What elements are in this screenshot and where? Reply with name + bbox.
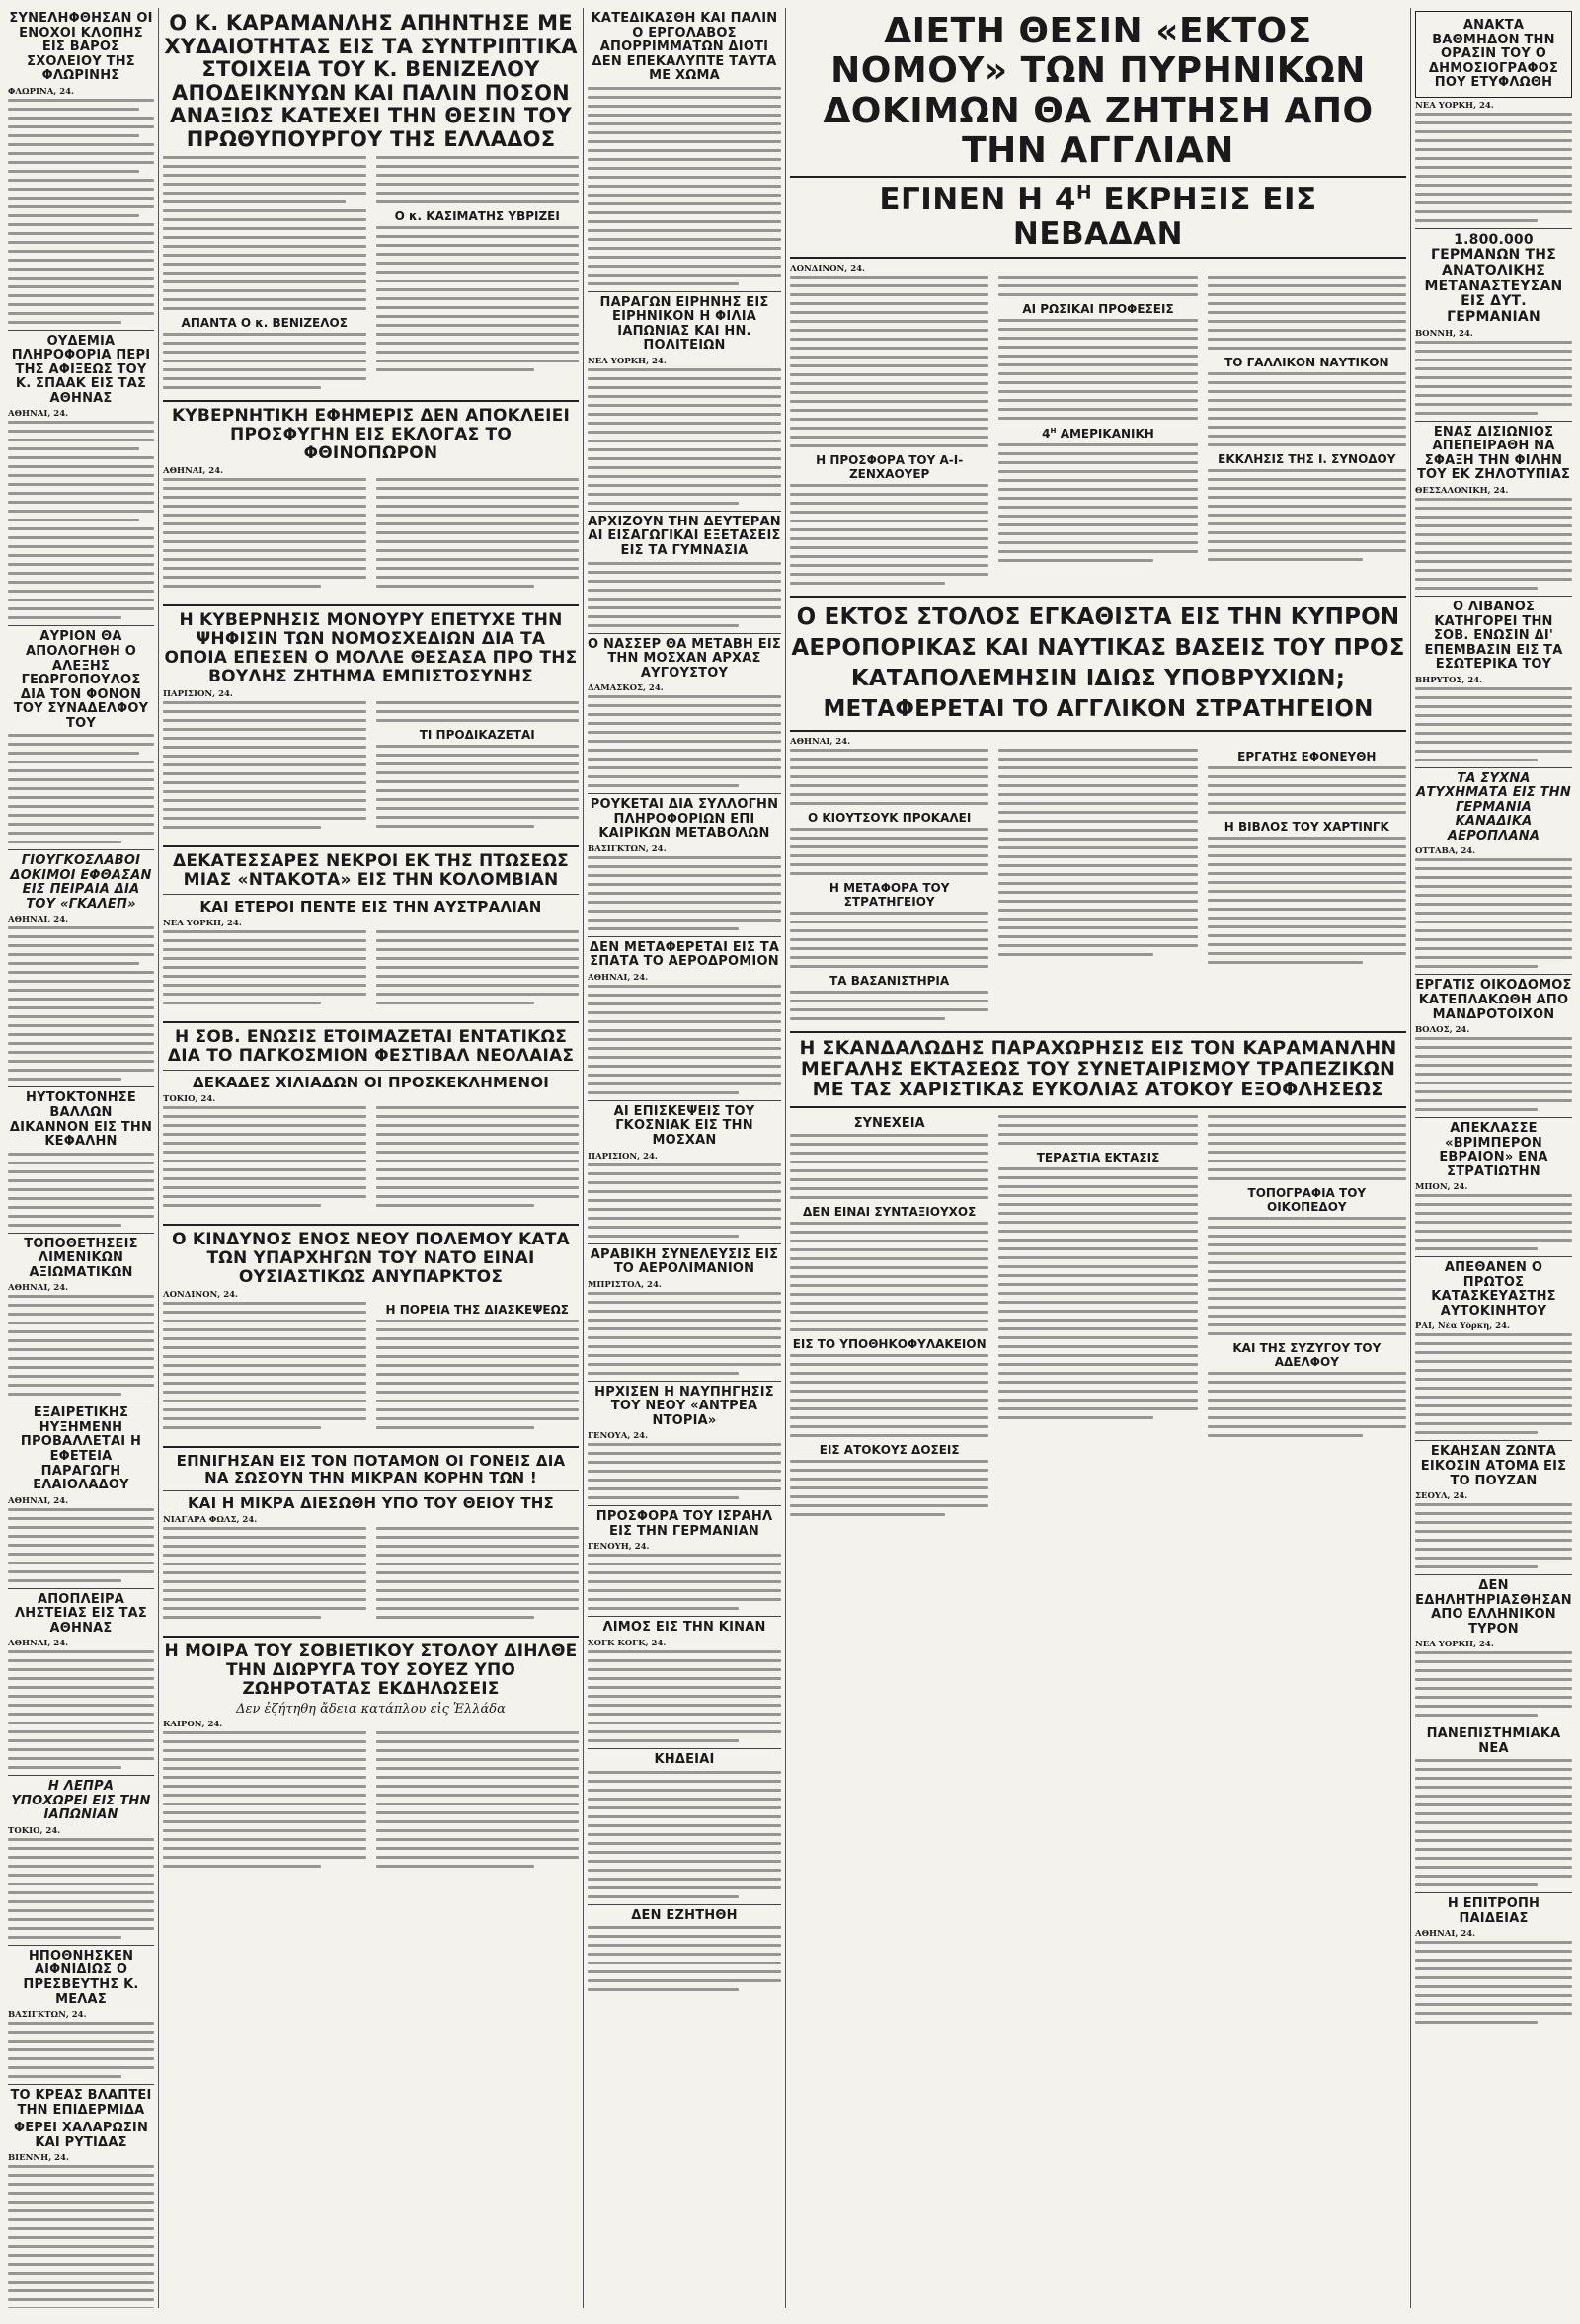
article xyxy=(1415,426,1572,590)
headline: ΣΥΝΕΛΗΦΘΗΣΑΝ ΟΙ ΕΝΟΧΟΙ ΚΛΟΠΗΣ ΕΙΣ ΒΑΡΟΣ ΣΧΟΛΕΙΟΥ ΤΗΣ ΦΛΩΡΙΝΗΣ xyxy=(9,11,153,84)
article-body xyxy=(8,1650,154,1769)
headline: Η ΛΕΠΡΑ ΥΠΟΧΩΡΕΙ ΕΙΣ ΤΗΝ ΙΑΠΩΝΙΑΝ xyxy=(11,1779,151,1823)
article xyxy=(8,2089,154,2308)
dateline: ΑΘΗΝΑΙ, 24. xyxy=(8,409,69,420)
dateline: ΒΑΣΙΓΚΤΩΝ, 24. xyxy=(8,2010,87,2021)
article-body xyxy=(588,1926,781,1991)
subheading: Η ΜΕΤΑΦΟΡΑ ΤΟΥ ΣΤΡΑΤΗΓΕΙΟΥ xyxy=(829,880,950,909)
headline: ΕΡΓΑΤΙΣ ΟΙΚΟΔΟΜΟΣ ΚΑΤΕΠΛΑΚΩΘΗ ΑΠΟ ΜΑΝΔΡΟΤΟΙΧΟΝ xyxy=(1415,978,1572,1022)
article xyxy=(163,407,579,600)
dateline: ΘΕΣΣΑΛΟΝΙΚΗ, 24. xyxy=(1415,485,1509,496)
headline: ΑΥΡΙΟΝ ΘΑ ΑΠΟΛΟΓΗΘΗ Ο ΑΛΕΞΗΣ ΓΕΩΡΓΟΠΟΥΛΟΣ ΔΙΑ ΤΟΝ ΦΟΝΟΝ ΤΟΥ ΣΥΝΑΔΕΛΦΟΥ ΤΟΥ xyxy=(13,629,149,731)
article-body xyxy=(588,562,781,627)
article-body xyxy=(8,734,154,843)
headline: ΓΙΟΥΓΚΟΣΛΑΒΟΙ ΔΟΚΙΜΟΙ ΕΦΘΑΣΑΝ ΕΙΣ ΠΕΙΡΑΙΑ ΔΙΑ ΤΟΥ «ΓΚΑΛΕΠ» xyxy=(10,853,152,912)
article-body xyxy=(1415,113,1572,222)
column-rule xyxy=(1410,8,1411,2308)
article xyxy=(1415,1445,1572,1568)
article-body xyxy=(8,2022,154,2078)
article-body xyxy=(790,747,1406,1026)
headline: ΔΕΝ ΜΕΤΑΦΕΡΕΤΑΙ ΕΙΣ ΤΑ ΣΠΑΤΑ ΤΟ ΑΕΡΟΔΡΟΜΙΟΝ xyxy=(589,939,780,970)
subheadline: ΔΕΚΑΔΕΣ ΧΙΛΙΑΔΩΝ ΟΙ ΠΡΟΣΚΕΚΛΗΜΕΝΟΙ xyxy=(192,1074,550,1092)
subheadline: ΚΑΙ Η ΜΙΚΡΑ ΔΙΕΣΩΘΗ ΥΠΟ ΤΟΥ ΘΕΙΟΥ ΤΗΣ xyxy=(187,1493,555,1512)
article xyxy=(588,1386,781,1500)
headline: ΗΥΤΟΚΤΟΝΗΣΕ ΒΑΛΛΩΝ ΔΙΚΑΝΝΟΝ ΕΙΣ ΤΗΝ ΚΕΦΑΛΗΝ xyxy=(9,1090,153,1150)
dateline: ΡΑΙ, Νέα Υόρκη, 24. xyxy=(1415,1322,1510,1332)
headline: Ο ΚΙΝΔΥΝΟΣ ΕΝΟΣ ΝΕΟΥ ΠΟΛΕΜΟΥ ΚΑΤΑ ΤΩΝ ΥΠΑΡΧΗΓΩΝ ΤΟΥ ΝΑΤΟ ΕΙΝΑΙ ΟΥΣΙΑΣΤΙΚΩΣ ΑΝΥΠΑΡΚΤΟΣ xyxy=(172,1230,570,1288)
dateline: ΦΛΩΡΙΝΑ, 24. xyxy=(8,86,75,97)
headline: ΗΠΟΘΝΗΣΚΕΝ ΑΙΦΝΙΔΙΩΣ Ο ΠΡΕΣΒΕΥΤΗΣ Κ. ΜΕΛΑΣ xyxy=(23,1948,139,2007)
dateline: ΑΘΗΝΑΙ, 24. xyxy=(8,915,69,925)
headline: ΑΠΕΘΑΝΕΝ Ο ΠΡΩΤΟΣ ΚΑΤΑΣΚΕΥΑΣΤΗΣ ΑΥΤΟΚΙΝΗΤΟΥ xyxy=(1431,1260,1556,1319)
headline: Ο ΕΚΤΟΣ ΣΤΟΛΟΣ ΕΓΚΑΘΙΣΤΑ ΕΙΣ ΤΗΝ ΚΥΠΡΟΝ ΑΕΡΟΠΟΡΙΚΑΣ ΚΑΙ ΝΑΥΤΙΚΑΣ ΒΑΣΕΙΣ ΤΟΥ ΠΡΟΣ ΚΑΤΑΠΟΛΕΜΗΣΙΝ ΙΔΙΩΣ ΥΠΟΒΡΥΧΙΩΝ; ΜΕΤΑΦΕΡΕΤΑΙ ΤΟ ΑΓΓΛΙΚΟΝ ΣΤΡΑΤΗΓΕΙΟΝ xyxy=(791,603,1405,722)
subheading: ΕΚΚΛΗΣΙΣ ΤΗΣ Ι. ΣΥΝΟΔΟΥ xyxy=(1218,451,1396,466)
article-body xyxy=(588,1292,781,1375)
dateline: ΧΟΓΚ ΚΟΓΚ, 24. xyxy=(588,1638,667,1648)
dateline: ΓΕΝΟΥΑ, 24. xyxy=(588,1431,649,1442)
article xyxy=(1415,601,1572,761)
article xyxy=(1415,1579,1572,1717)
dateline: ΛΟΝΔΙΝΟΝ, 24. xyxy=(163,1290,238,1301)
headline: ΡΟΥΚΕΤΑΙ ΔΙΑ ΣΥΛΛΟΓΗΝ ΠΛΗΡΟΦΟΡΙΩΝ ΕΠΙ ΚΑΙΡΙΚΩΝ ΜΕΤΑΒΟΛΩΝ xyxy=(590,797,779,841)
headline: ΔΕΝ ΕΖΗΤΗΘΗ xyxy=(631,1907,738,1923)
article-body xyxy=(588,1650,781,1742)
article-body xyxy=(588,368,781,505)
article-body xyxy=(1415,858,1572,968)
headline: Η ΚΥΒΕΡΝΗΣΙΣ ΜΟΝΟΥΡΥ ΕΠΕΤΥΧΕ ΤΗΝ ΨΗΦΙΣΙΝ ΤΩΝ ΝΟΜΟΣΧΕΔΙΩΝ ΔΙΑ ΤΑ ΟΠΟΙΑ ΕΠΕΣΕΝ Ο ΜΟΛΛΕ ΘΕΣΑΣΑ ΠΡΟ ΤΗΣ ΒΟΥΛΗΣ ΖΗΤΗΜΑ ΕΜΠΙΣΤΟΣΥΝΗΣ xyxy=(164,610,578,687)
headline: ΦΕΡΕΙ ΧΑΛΑΡΩΣΙΝ ΚΑΙ ΡΥΤΙΔΑΣ xyxy=(13,2121,149,2150)
headline: ΤΟ ΚΡΕΑΣ ΒΛΑΠΤΕΙ ΤΗΝ ΕΠΙΔΕΡΜΙΔΑ xyxy=(10,2088,152,2118)
article-body xyxy=(163,1300,579,1441)
article xyxy=(163,1643,579,1880)
subheadline: Δεν ἐζήτηθη ἄδεια κατάπλου εἰς Ἑλλάδα xyxy=(236,1701,506,1717)
article-body xyxy=(163,1104,579,1219)
subheading: ΤΟΠΟΓΡΑΦΙΑ ΤΟΥ ΟΙΚΟΠΕΔΟΥ xyxy=(1247,1185,1367,1214)
article xyxy=(1415,11,1572,98)
article xyxy=(8,630,154,843)
article xyxy=(8,1593,154,1770)
dateline: ΑΘΗΝΑΙ, 24. xyxy=(790,736,851,747)
article xyxy=(588,1621,781,1742)
dateline: ΝΕΑ ΥΟΡΚΗ, 24. xyxy=(163,919,242,929)
dateline: ΚΑΙΡΟΝ, 24. xyxy=(163,1719,223,1729)
article-body xyxy=(1415,341,1572,415)
dateline: ΠΑΡΙΣΙΟΝ, 24. xyxy=(163,689,233,700)
headline: Ο ΝΑΣΣΕΡ ΘΑ ΜΕΤΑΒΗ ΕΙΣ ΤΗΝ ΜΟΣΧΑΝ ΑΡΧΑΣ ΑΥΓΟΥΣΤΟΥ xyxy=(588,636,781,681)
article xyxy=(8,1091,154,1226)
article-body xyxy=(8,1838,154,1939)
headline: ΗΡΧΙΣΕΝ Η ΝΑΥΠΗΓΗΣΙΣ ΤΟΥ ΝΕΟΥ «ΑΝΤΡΕΑ ΝΤΟΡΙΑ» xyxy=(594,1384,774,1428)
dateline: ΑΘΗΝΑΙ, 24. xyxy=(8,1639,69,1649)
headline: ΚΥΒΕΡΝΗΤΙΚΗ ΕΦΗΜΕΡΙΣ ΔΕΝ ΑΠΟΚΛΕΙΕΙ ΠΡΟΣΦΥΓΗΝ ΕΙΣ ΕΚΛΟΓΑΣ ΤΟ ΦΘΙΝΟΠΩΡΟΝ xyxy=(171,406,571,464)
dateline: ΒΟΛΟΣ, 24. xyxy=(1415,1025,1470,1036)
article-body xyxy=(163,476,579,600)
article-body xyxy=(1415,1759,1572,1886)
dateline: ΒΙΕΝΝΗ, 24. xyxy=(8,2153,69,2164)
subheading: ΤΕΡΑΣΤΙΑ ΕΚΤΑΣΙΣ xyxy=(1036,1150,1160,1164)
dateline: ΝΕΑ ΥΟΡΚΗ, 24. xyxy=(1415,1640,1494,1650)
article-body xyxy=(588,87,781,285)
article-body xyxy=(1415,1651,1572,1717)
headline: ΔΙΕΤΗ ΘΕΣΙΝ «ΕΚΤΟΣ ΝΟΜΟΥ» ΤΩΝ ΠΥΡΗΝΙΚΩΝ ΔΟΚΙΜΩΝ ΘΑ ΖΗΤΗΣΗ ΑΠΟ ΤΗΝ ΑΓΓΛΙΑΝ xyxy=(823,11,1374,171)
article xyxy=(8,335,154,620)
article xyxy=(588,516,781,627)
subheading: $4^H$ ΑΜΕΡΙΚΑΝΙΚΗ xyxy=(1042,425,1154,441)
dateline: ΒΑΣΙΓΚΤΩΝ, 24. xyxy=(588,843,667,854)
dateline: ΝΕΑ ΥΟΡΚΗ, 24. xyxy=(1415,100,1494,111)
article-body xyxy=(163,154,579,395)
dateline: ΔΑΜΑΣΚΟΣ, 24. xyxy=(588,683,664,694)
article-body xyxy=(588,856,781,930)
article xyxy=(588,941,781,1094)
subheading: ΔΕΝ ΕΙΝΑΙ ΣΥΝΤΑΞΙΟΥΧΟΣ xyxy=(802,1204,977,1219)
article xyxy=(1415,233,1572,415)
article-body xyxy=(588,1771,781,1898)
article xyxy=(588,1105,781,1238)
article-body xyxy=(8,926,154,1081)
article xyxy=(163,1231,579,1441)
article xyxy=(588,12,781,285)
headline: ΕΞΑΙΡΕΤΙΚΗΣ ΗΥΞΗΜΕΝΗ ΠΡΟΒΑΛΛΕΤΑΙ Η ΕΦΕΤΕΙΑ ΠΑΡΑΓΩΓΗ ΕΛΑΙΟΛΑΔΟΥ xyxy=(20,1405,142,1493)
headline: Η ΣΟΒ. ΕΝΩΣΙΣ ΕΤΟΙΜΑΖΕΤΑΙ ΕΝΤΑΤΙΚΩΣ ΔΙΑ ΤΟ ΠΑΓΚΟΣΜΙΟΝ ΦΕΣΤΙΒΑΛ ΝΕΟΛΑΙΑΣ xyxy=(167,1027,575,1067)
article-body xyxy=(1415,1503,1572,1568)
column-rule xyxy=(785,8,786,2308)
article xyxy=(163,852,579,1016)
article-body xyxy=(1415,498,1572,590)
subheading: Ο κ. ΚΑΣΙΜΑΤΗΣ ΥΒΡΙΖΕΙ xyxy=(394,209,560,224)
dateline: ΝΕΑ ΥΟΡΚΗ, 24. xyxy=(588,356,667,366)
subheading: ΚΑΙ ΤΗΣ ΣΥΖΥΓΟΥ ΤΟΥ ΑΔΕΛΦΟΥ xyxy=(1232,1340,1382,1369)
dateline: ΤΟΚΙΟ, 24. xyxy=(163,1094,216,1105)
article xyxy=(8,12,154,324)
subheading: ΤΟ ΓΑΛΛΙΚΟΝ ΝΑΥΤΙΚΟΝ xyxy=(1224,355,1389,369)
article-body xyxy=(8,1508,154,1582)
article-body xyxy=(588,695,781,787)
article-body xyxy=(8,1153,154,1227)
article-body xyxy=(8,99,154,324)
article-body xyxy=(163,699,579,841)
article-body xyxy=(790,1113,1406,1522)
article xyxy=(8,1950,154,2078)
headline: ΟΥΔΕΜΙΑ ΠΛΗΡΟΦΟΡΙΑ ΠΕΡΙ ΤΗΣ ΑΦΙΞΕΩΣ ΤΟΥ Κ. ΣΠΑΑΚ ΕΙΣ ΤΑΣ ΑΘΗΝΑΣ xyxy=(11,333,151,406)
subheading: ΣΥΝΕΧΕΙΑ xyxy=(853,1115,925,1131)
article-body xyxy=(1415,1333,1572,1434)
dateline: ΑΘΗΝΑΙ, 24. xyxy=(1415,1929,1476,1940)
article-scandal xyxy=(790,1038,1406,1522)
article xyxy=(588,1510,781,1610)
headline: ΛΙΜΟΣ ΕΙΣ ΤΗΝ ΚΙΝΑΝ xyxy=(602,1620,766,1636)
article-body xyxy=(1415,687,1572,761)
article-body xyxy=(790,274,1406,591)
dateline: ΒΗΡΥΤΟΣ, 24. xyxy=(1415,675,1483,685)
headline: ΔΕΚΑΤΕΣΣΑΡΕΣ ΝΕΚΡΟΙ ΕΚ ΤΗΣ ΠΤΩΣΕΩΣ ΜΙΑΣ «ΝΤΑΚΟΤΑ» ΕΙΣ ΤΗΝ ΚΟΛΟΜΒΙΑΝ xyxy=(173,851,569,891)
article-cyprus xyxy=(790,602,1406,1026)
headline: ΤΑ ΣΥΧΝΑ ΑΤΥΧΗΜΑΤΑ ΕΙΣ ΤΗΝ ΓΕΡΜΑΝΙΑ ΚΑΝΑΔΙΚΑ ΑΕΡΟΠΛΑΝΑ xyxy=(1416,770,1571,843)
article-body xyxy=(8,1295,154,1396)
dateline: ΑΘΗΝΑΙ, 24. xyxy=(163,466,224,477)
article xyxy=(588,1753,781,1898)
dateline: ΑΘΗΝΑΙ, 24. xyxy=(8,1283,69,1294)
column-6 xyxy=(1415,8,1572,2308)
article-body xyxy=(163,928,579,1016)
article xyxy=(8,1780,154,1939)
headline: ΚΗΔΕΙΑΙ xyxy=(654,1751,715,1767)
headline: Ο ΛΙΒΑΝΟΣ ΚΑΤΗΓΟΡΕΙ ΤΗΝ ΣΟΒ. ΕΝΩΣΙΝ ΔΙ' ΕΠΕΜΒΑΣΙΝ ΕΙΣ ΤΑ ΕΣΩΤΕΡΙΚΑ ΤΟΥ xyxy=(1424,599,1563,673)
article xyxy=(8,854,154,1081)
article xyxy=(588,1909,781,1992)
article xyxy=(1415,1261,1572,1434)
article xyxy=(1415,772,1572,969)
article-body xyxy=(163,1525,579,1631)
dateline: ΜΠΡΙΣΤΟΛ, 24. xyxy=(588,1279,662,1290)
article-nuclear xyxy=(790,12,1406,591)
dateline: ΓΕΝΟΥΗ, 24. xyxy=(588,1542,650,1553)
headline: ΕΓΙΝΕΝ Η $4^H$ ΕΚΡΗΞΙΣ ΕΙΣ ΝΕΒΑΔΑΝ xyxy=(879,182,1317,252)
headline: ΚΑΤΕΔΙΚΑΣΘΗ ΚΑΙ ΠΑΛΙΝ Ο ΕΡΓΟΛΑΒΟΣ ΑΠΟΡΡΙΜΜΑΤΩΝ ΔΙΟΤΙ ΔΕΝ ΕΠΕΚΑΛΥΠΤΕ ΤΑΥΤΑ ΜΕ ΧΩΜΑ xyxy=(591,11,778,84)
article xyxy=(8,1406,154,1581)
article-body xyxy=(588,985,781,1094)
column-1 xyxy=(8,8,154,2308)
article xyxy=(163,1028,579,1219)
subheading: Η ΠΡΟΣΦΟΡΑ ΤΟΥ Α-Ι-ΖΕΝΧΑΟΥΕΡ xyxy=(816,452,964,481)
subheading: ΑΠΑΝΤΑ Ο κ. ΒΕΝΙΖΕΛΟΣ xyxy=(181,316,348,331)
article xyxy=(1415,1897,1572,2024)
headline: 1.800.000 ΓΕΡΜΑΝΩΝ ΤΗΣ ΑΝΑΤΟΛΙΚΗΣ ΜΕΤΑΝΑΣΤΕΥΣΑΝ ΕΙΣ ΔΥΤ. ΓΕΡΜΑΝΙΑΝ xyxy=(1424,231,1563,326)
dateline: ΣΕΟΥΛ, 24. xyxy=(1415,1491,1468,1502)
column-rule xyxy=(583,8,584,2308)
headline: ΤΟΠΟΘΕΤΗΣΕΙΣ ΛΙΜΕΝΙΚΩΝ ΑΞΙΩΜΑΤΙΚΩΝ xyxy=(24,1236,138,1280)
article xyxy=(163,1453,579,1630)
dateline: ΝΙΑΓΑΡΑ ΦΩΛΣ, 24. xyxy=(163,1514,258,1525)
subheadline: ΚΑΙ ΕΤΕΡΟΙ ΠΕΝΤΕ ΕΙΣ ΤΗΝ ΑΥΣΤΡΑΛΙΑΝ xyxy=(199,898,542,917)
dateline: ΜΠΟΝ, 24. xyxy=(1415,1182,1468,1193)
article xyxy=(1415,979,1572,1111)
article xyxy=(163,12,579,395)
headline: Η ΣΚΑΝΔΑΛΩΔΗΣ ΠΑΡΑΧΩΡΗΣΙΣ ΕΙΣ ΤΟΝ ΚΑΡΑΜΑΝΛΗΝ ΜΕΓΑΛΗΣ ΕΚΤΑΣΕΩΣ ΤΟΥ ΣΥΝΕΤΑΙΡΙΣΜΟΥ ΤΡΑΠΕΖΙΚΩΝ ΜΕ ΤΑΣ ΧΑΡΙΣΤΙΚΑΣ ΕΥΚΟΛΙΑΣ ΑΤΟΚΟΥ ΕΞΟΦΛΗΣΕΩΣ xyxy=(799,1036,1397,1101)
article-body xyxy=(1415,1194,1572,1250)
headline: Ο Κ. ΚΑΡΑΜΑΝΛΗΣ ΑΠΗΝΤΗΣΕ ΜΕ ΧΥΔΑΙΟΤΗΤΑΣ ΕΙΣ ΤΑ ΣΥΝΤΡΙΠΤΙΚΑ ΣΤΟΙΧΕΙΑ ΤΟΥ Κ. ΒΕΝΙΖΕΛΟΥ ΑΠΟΔΕΙΚΝΥΩΝ ΚΑΙ ΠΑΛΙΝ ΠΟΣΟΝ ΑΝΑΞΙΩΣ ΚΑΤΕΧΕΙ ΤΗΝ ΘΕΣΙΝ ΤΟΥ ΠΡΩΘΥΠΟΥΡΓΟΥ ΤΗΣ ΕΛΛΑΔΟΣ xyxy=(164,11,578,151)
subheading: ΕΡΓΑΤΗΣ ΕΦΟΝΕΥΘΗ xyxy=(1237,749,1377,763)
article xyxy=(8,1238,154,1397)
article-body xyxy=(8,421,154,619)
dateline: ΑΘΗΝΑΙ, 24. xyxy=(588,972,649,983)
subheading: ΕΙΣ ΤΟ ΥΠΟΘΗΚΟΦΥΛΑΚΕΙΟΝ xyxy=(792,1336,987,1351)
headline: ΑΠΟΠΛΕΙΡΑ ΛΗΣΤΕΙΑΣ ΕΙΣ ΤΑΣ ΑΘΗΝΑΣ xyxy=(14,1591,147,1636)
headline: ΑΠΕΚΛΑΣΣΕ «ΒΡΙΜΠΕΡΟΝ ΕΒΡΑΙΟΝ» ΕΝΑ ΣΤΡΑΤΙΩΤΗΝ xyxy=(1439,1121,1548,1179)
article xyxy=(588,638,781,788)
subheading: Ο ΚΙΟΥΤΣΟΥΚ ΠΡΟΚΑΛΕΙ xyxy=(807,810,972,825)
newspaper-page xyxy=(8,8,1572,2308)
article xyxy=(588,296,781,505)
headline: ΑΙ ΕΠΙΣΚΕΨΕΙΣ ΤΟΥ ΓΚΟΣΝΙΑΚ ΕΙΣ ΤΗΝ ΜΟΣΧΑΝ xyxy=(613,1103,755,1149)
article xyxy=(1415,1122,1572,1250)
headline: ΔΕΝ ΕΔΗΛΗΤΗΡΙΑΣΘΗΣΑΝ ΑΠΟ ΕΛΛΗΝΙΚΟΝ ΤΥΡΟΝ xyxy=(1415,1578,1572,1637)
article-body xyxy=(1415,1037,1572,1111)
column-rule xyxy=(158,8,159,2308)
subheading: Η ΠΟΡΕΙΑ ΤΗΣ ΔΙΑΣΚΕΨΕΩΣ xyxy=(385,1303,569,1318)
dateline: ΑΘΗΝΑΙ, 24. xyxy=(8,1495,69,1506)
article xyxy=(1415,1727,1572,1886)
dateline: ΒΟΝΝΗ, 24. xyxy=(1415,328,1473,339)
headline: ΕΝΑΣ ΔΙΣΙΩΝΙΟΣ ΑΠΕΠΕΙΡΑΘΗ ΝΑ ΣΦΑΞΗ ΤΗΝ ΦΙΛΗΝ ΤΟΥ ΕΚ ΖΗΛΟΤΥΠΙΑΣ xyxy=(1416,424,1571,483)
subheading: ΕΙΣ ΑΤΟΚΟΥΣ ΔΟΣΕΙΣ xyxy=(819,1442,960,1457)
article xyxy=(588,798,781,930)
headline: ΕΠΝΙΓΗΣΑΝ ΕΙΣ ΤΟΝ ΠΟΤΑΜΟΝ ΟΙ ΓΟΝΕΙΣ ΔΙΑ ΝΑ ΣΩΣΟΥΝ ΤΗΝ ΜΙΚΡΑΝ ΚΟΡΗΝ ΤΩΝ ! xyxy=(176,1452,566,1486)
dateline: ΛΟΝΔΙΝΟΝ, 24. xyxy=(790,263,865,274)
article-body xyxy=(588,1443,781,1499)
dateline: ΠΑΡΙΣΙΟΝ, 24. xyxy=(588,1151,658,1162)
article xyxy=(163,611,579,841)
subheading: ΑΙ ΡΩΣΙΚΑΙ ΠΡΟΦΕΣΕΙΣ xyxy=(1022,301,1174,316)
subheading: ΤΑ ΒΑΣΑΝΙΣΤΗΡΙΑ xyxy=(830,973,950,988)
article-body xyxy=(163,1729,579,1880)
headline: ΑΡΧΙΖΟΥΝ ΤΗΝ ΔΕΥΤΕΡΑΝ ΑΙ ΕΙΣΑΓΩΓΙΚΑΙ ΕΞΕΤΑΣΕΙΣ ΕΙΣ ΤΑ ΓΥΜΝΑΣΙΑ xyxy=(588,514,781,559)
article-body xyxy=(1415,1941,1572,2024)
article-body xyxy=(588,1554,781,1610)
subheading: ΤΙ ΠΡΟΔΙΚΑΖΕΤΑΙ xyxy=(419,728,535,743)
column-3 xyxy=(588,8,781,2308)
dateline: ΤΟΚΙΟ, 24. xyxy=(8,1825,61,1836)
subheading: Η ΒΙΒΛΟΣ ΤΟΥ ΧΑΡΤΙΝΓΚ xyxy=(1224,819,1389,834)
headline: Η ΜΟΙΡΑ ΤΟΥ ΣΟΒΙΕΤΙΚΟΥ ΣΤΟΛΟΥ ΔΙΗΛΘΕ ΤΗΝ ΔΙΩΡΥΓΑ ΤΟΥ ΣΟΥΕΖ ΥΠΟ ΖΩΗΡΟΤΑΤΑΣ ΕΚΔΗΛΩΣΕΙΣ xyxy=(164,1641,578,1699)
headline: ΕΚΑΗΣΑΝ ΖΩΝΤΑ ΕΙΚΟΣΙΝ ΑΤΟΜΑ ΕΙΣ ΤΟ ΠΟΥΖΑΝ xyxy=(1420,1444,1567,1488)
dateline: ΟΤΤΑΒΑ, 24. xyxy=(1415,846,1476,857)
headline: ΠΑΡΑΓΩΝ ΕΙΡΗΝΗΣ ΕΙΣ ΕΙΡΗΝΙΚΟΝ Η ΦΙΛΙΑ ΙΑΠΩΝΙΑΣ ΚΑΙ ΗΝ. ΠΟΛΙΤΕΙΩΝ xyxy=(599,294,769,354)
column-2 xyxy=(163,8,579,2308)
article-body xyxy=(588,1163,781,1238)
article-body xyxy=(8,2165,154,2308)
headline: ΠΡΟΣΦΟΡΑ ΤΟΥ ΙΣΡΑΗΛ ΕΙΣ ΤΗΝ ΓΕΡΜΑΝΙΑΝ xyxy=(595,1509,773,1539)
article xyxy=(588,1248,781,1375)
main-area xyxy=(790,8,1406,2308)
headline: ΠΑΝΕΠΙΣΤΗΜΙΑΚΑ ΝΕΑ xyxy=(1426,1726,1561,1756)
headline: Η ΕΠΙΤΡΟΠΗ ΠΑΙΔΕΙΑΣ xyxy=(1447,1896,1540,1926)
headline: ΑΝΑΚΤΑ ΒΑΘΜΗΔΟΝ ΤΗΝ ΟΡΑΣΙΝ ΤΟΥ Ο ΔΗΜΟΣΙΟΓΡΑΦΟΣ ΠΟΥ ΕΤΥΦΛΩΘΗ xyxy=(1428,18,1559,91)
headline: ΑΡΑΒΙΚΗ ΣΥΝΕΛΕΥΣΙΣ ΕΙΣ ΤΟ ΑΕΡΟΛΙΜΑΝΙΟΝ xyxy=(590,1246,779,1277)
